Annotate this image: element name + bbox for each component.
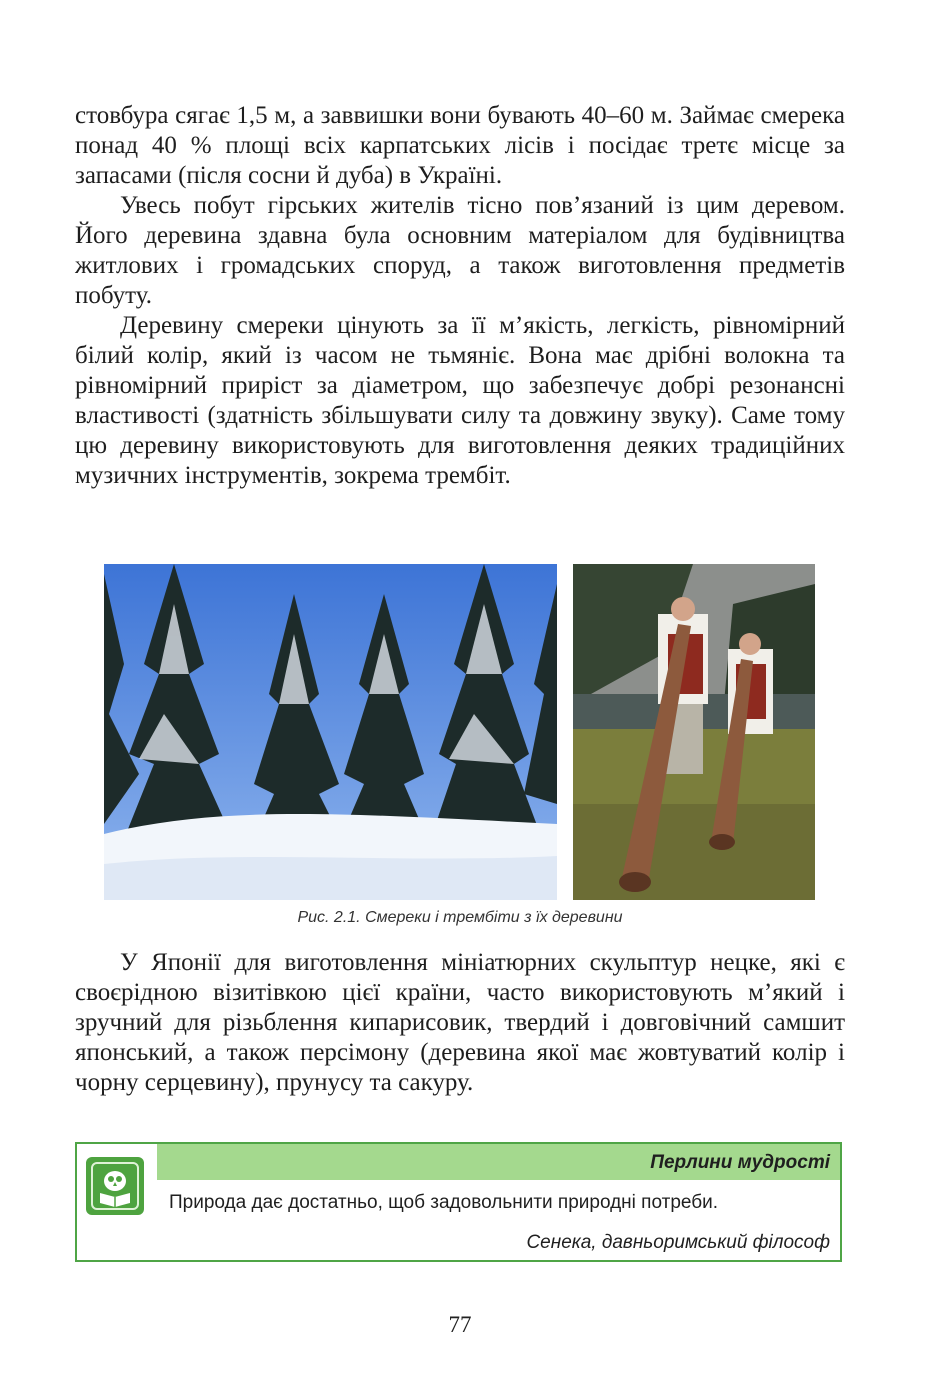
bottom-text-block — [75, 948, 845, 1098]
owl-book-icon — [86, 1157, 144, 1215]
spruce-forest-photo — [104, 564, 557, 900]
wisdom-header — [157, 1144, 840, 1180]
paragraph: стовбура сягає 1,5 м, а заввишки вони бувають 40–60 м. Займає смерека понад 40 % площі всіх карпатських лісів і посідає третє місце за запасами (після сосни й дуба) в Україні. — [75, 102, 845, 189]
wisdom-title: Перлини мудрості — [650, 1152, 830, 1173]
paragraph: У Японії для виготовлення мініатюрних скульптур нецке, які є своєрідною візитівкою цієї країни, часто використовують м’який і зручний для різьблення кипарисовик, твердий і довговічний самшит японський, а також персімону (деревина якої має жовтуватий колір і чорну серцевину), прунусу та сакуру. — [75, 949, 845, 1096]
figure-caption: Рис. 2.1. Смереки і трембіти з їх деревини — [297, 909, 623, 926]
paragraph: Деревину смереки цінують за її м’якість, легкість, рівномірний білий колір, який із часом не тьмяніє. Вона має дрібні волокна та рівномірний приріст за діаметром, що забезпечує добрі резонансні властивості (здатність збільшувати силу та довжину звуку). Саме тому цю деревину використовують для виготовлення деяких традиційних музичних інструментів, зокрема трембіт. — [75, 312, 845, 489]
trembita-players-photo — [573, 564, 815, 900]
wisdom-author: Сенека, давньоримський філософ — [526, 1232, 830, 1253]
wisdom-box — [75, 1142, 842, 1262]
top-text-block — [75, 101, 845, 491]
page-number: 77 — [448, 1312, 472, 1337]
wisdom-quote: Природа дає достатньо, щоб задовольнити природні потреби. — [169, 1192, 719, 1213]
paragraph: Увесь побут гірських жителів тісно пов’язаний із цим деревом. Його деревина здавна була основним матеріалом для будівництва житлових і громадських споруд, а також виготовлення предметів побуту. — [75, 192, 845, 309]
